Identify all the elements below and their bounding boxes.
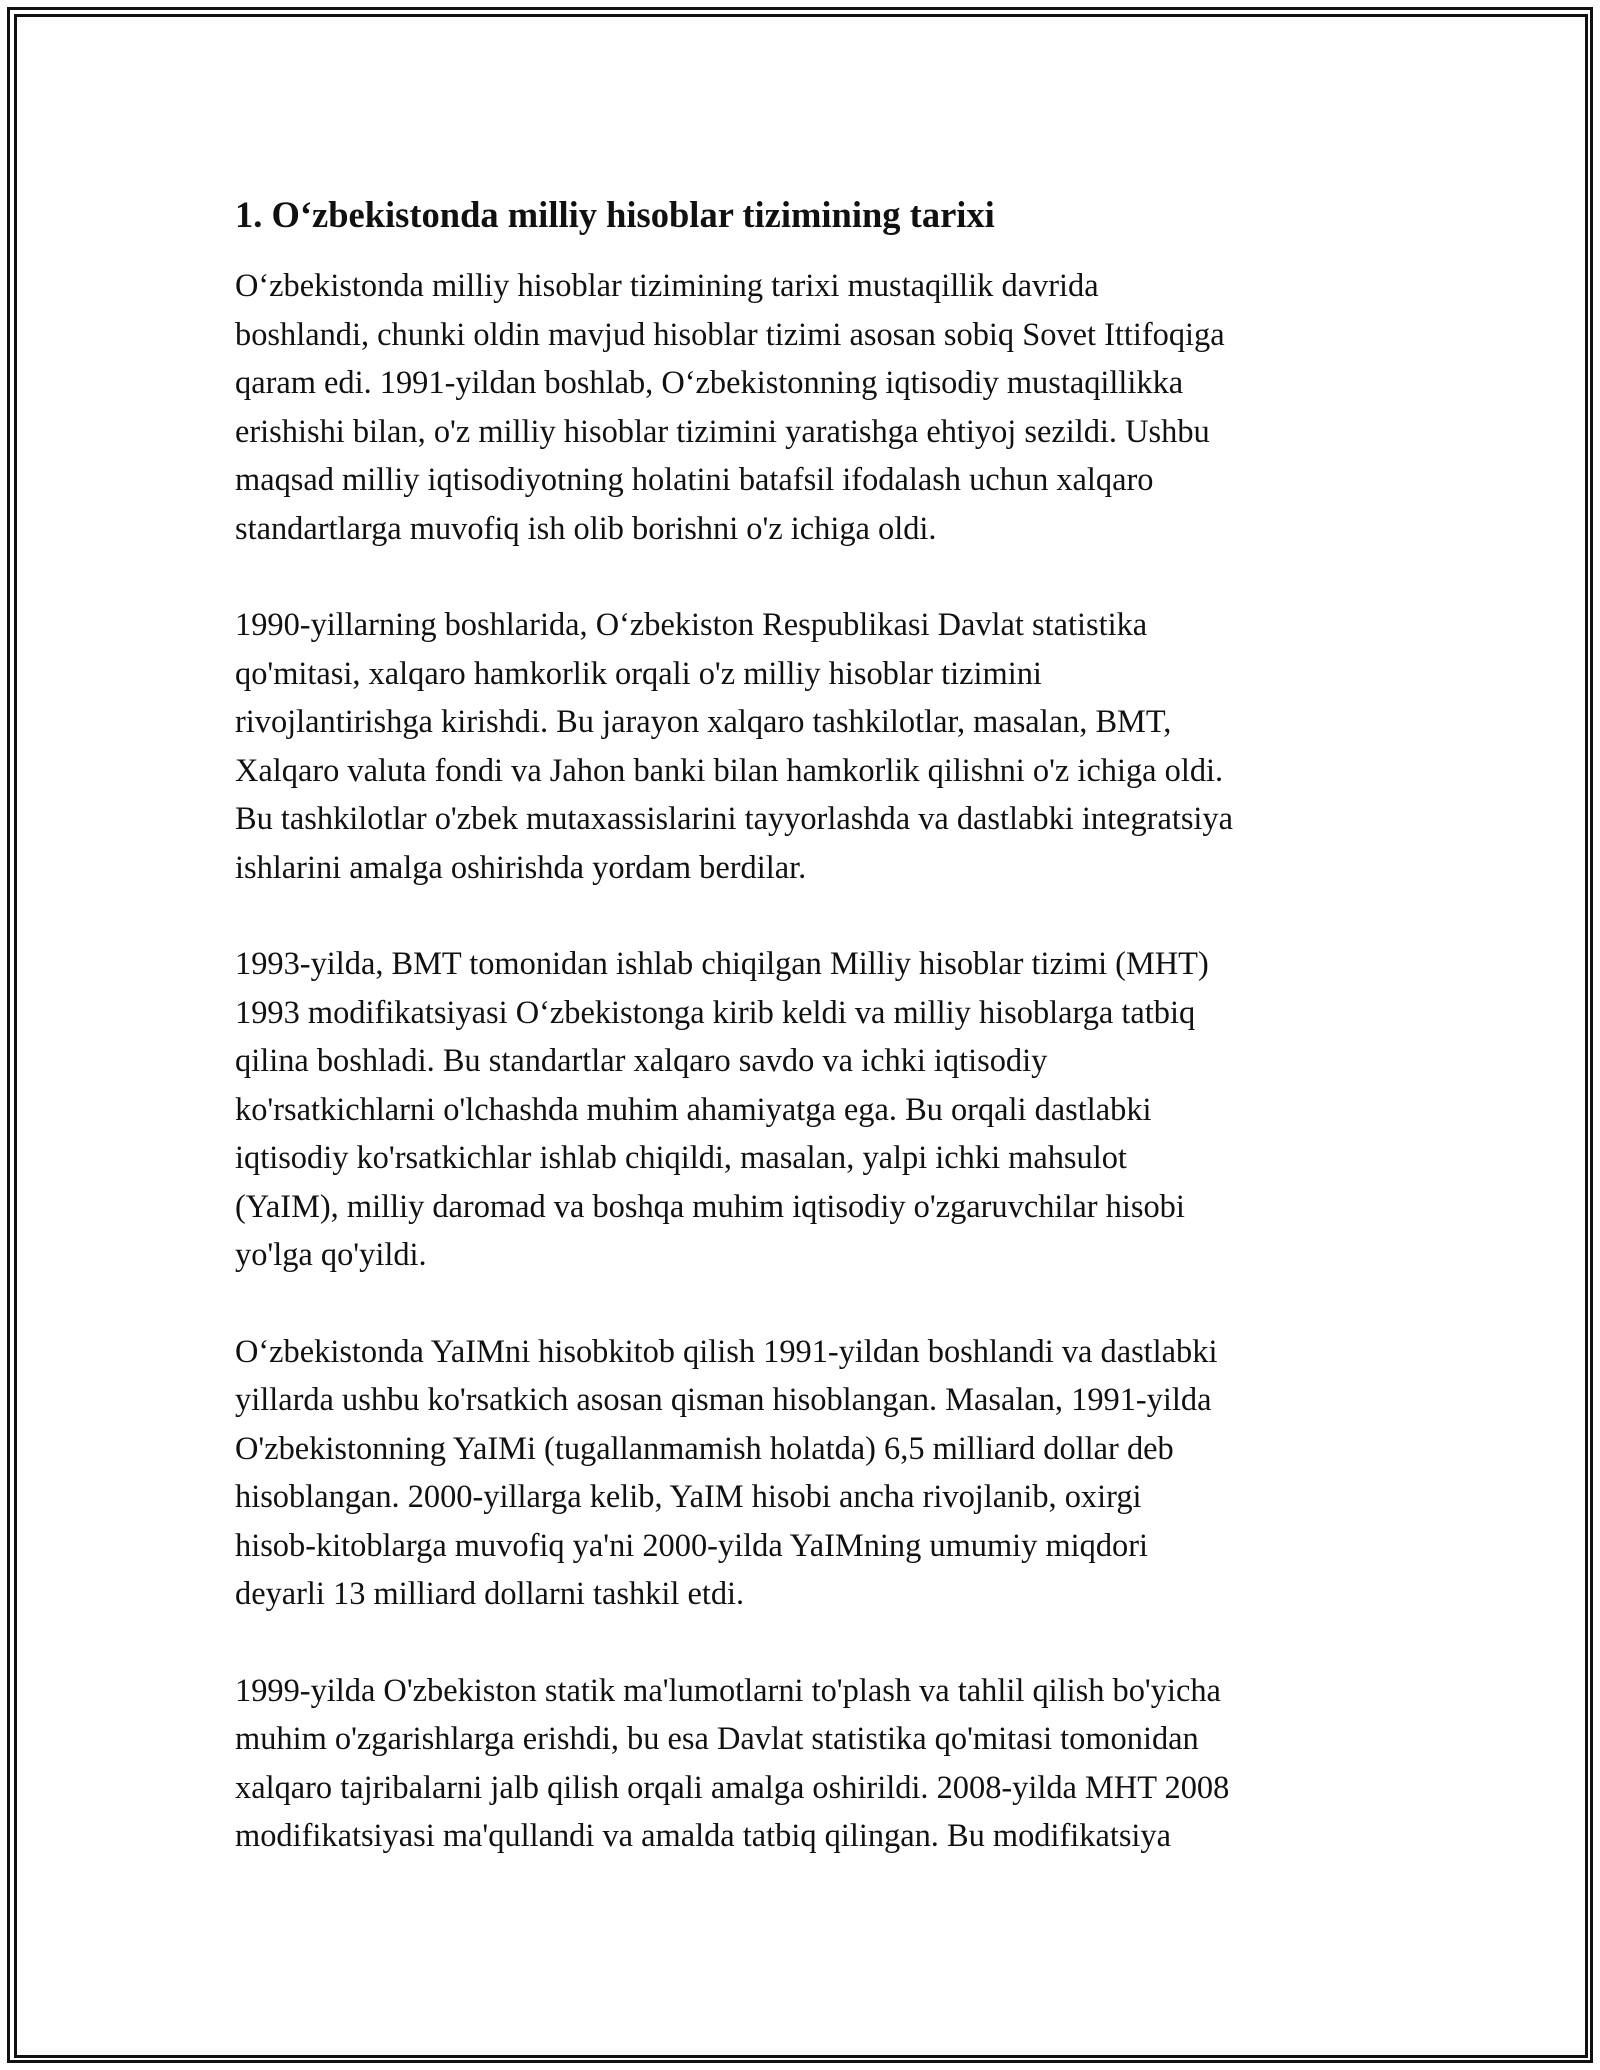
paragraph-5 xyxy=(235,1667,1385,1861)
text-line: standartlarga muvofiq ish olib borishni o'z ichiga oldi. xyxy=(235,510,937,547)
text-line: (YaIM), milliy daromad va boshqa muhim iqtisodiy o'zgaruvchilar hisobi xyxy=(235,1188,1185,1225)
text-line: iqtisodiy ko'rsatkichlar ishlab chiqildi, masalan, yalpi ichki mahsulot xyxy=(235,1140,1127,1176)
document-body xyxy=(235,190,1385,1909)
paragraph-4 xyxy=(235,1328,1385,1619)
paragraph-3 xyxy=(235,940,1385,1280)
text-line: 1999-yilda O'zbekiston statik ma'lumotlarni to'plash va tahlil qilish bo'yicha xyxy=(235,1672,1221,1709)
text-line: Xalqaro valuta fondi va Jahon banki bilan hamkorlik qilishni o'z ichiga oldi. xyxy=(235,752,1224,789)
text-line: O‘zbekistonda milliy hisoblar tizimining tarixi mustaqillik davrida xyxy=(235,268,1099,304)
text-line: qo'mitasi, xalqaro hamkorlik orqali o'z milliy hisoblar tizimini xyxy=(235,655,1042,692)
text-line: boshlandi, chunki oldin mavjud hisoblar tizimi asosan sobiq Sovet Ittifoqiga xyxy=(235,316,1225,353)
text-line: ko'rsatkichlarni o'lchashda muhim ahamiyatga ega. Bu orqali dastlabki xyxy=(235,1091,1152,1128)
paragraph-2 xyxy=(235,601,1385,892)
paragraph-1 xyxy=(235,262,1385,553)
text-line: rivojlantirishga kirishdi. Bu jarayon xalqaro tashkilotlar, masalan, BMT, xyxy=(235,704,1172,740)
text-line: qaram edi. 1991-yildan boshlab, O‘zbekistonning iqtisodiy mustaqillikka xyxy=(235,365,1184,401)
text-line: 1993 modifikatsiyasi O‘zbekistonga kirib keldi va milliy hisoblarga tatbiq xyxy=(235,994,1196,1031)
text-line: Bu tashkilotlar o'zbek mutaxassislarini tayyorlashda va dastlabki integratsiya xyxy=(235,801,1234,837)
text-line: 1993-yilda, BMT tomonidan ishlab chiqilgan Milliy hisoblar tizimi (MHT) xyxy=(235,946,1209,982)
text-line: deyarli 13 milliard dollarni tashkil etdi. xyxy=(235,1576,745,1612)
text-line: yo'lga qo'yildi. xyxy=(235,1237,427,1273)
text-line: yillarda ushbu ko'rsatkich asosan qisman hisoblangan. Masalan, 1991-yilda xyxy=(235,1382,1212,1418)
text-line: O‘zbekistonda YaIMni hisobkitob qilish 1991-yildan boshlandi va dastlabki xyxy=(235,1333,1218,1370)
text-line: qilina boshladi. Bu standartlar xalqaro savdo va ichki iqtisodiy xyxy=(235,1043,1048,1079)
text-line: xalqaro tajribalarni jalb qilish orqali amalga oshirildi. 2008-yilda MHT 2008 xyxy=(235,1769,1230,1806)
text-line: ishlarini amalga oshirishda yordam berdilar. xyxy=(235,849,807,886)
text-line: modifikatsiyasi ma'qullandi va amalda tatbiq qilingan. Bu modifikatsiya xyxy=(235,1818,1171,1854)
section-heading: 1. O‘zbekistonda milliy hisoblar tizimining tarixi xyxy=(235,194,995,235)
text-line: 1990-yillarning boshlarida, O‘zbekiston Respublikasi Davlat statistika xyxy=(235,607,1148,643)
text-line: hisob-kitoblarga muvofiq ya'ni 2000-yilda YaIMning umumiy miqdori xyxy=(235,1527,1149,1564)
text-line: maqsad milliy iqtisodiyotning holatini batafsil ifodalash uchun xalqaro xyxy=(235,462,1154,498)
text-line: muhim o'zgarishlarga erishdi, bu esa Davlat statistika qo'mitasi tomonidan xyxy=(235,1721,1199,1757)
text-line: erishishi bilan, o'z milliy hisoblar tizimini yaratishga ehtiyoj sezildi. Ushbu xyxy=(235,413,1210,450)
text-line: O'zbekistonning YaIMi (tugallanmamish holatda) 6,5 milliard dollar deb xyxy=(235,1430,1174,1467)
text-line: hisoblangan. 2000-yillarga kelib, YaIM hisobi ancha rivojlanib, oxirgi xyxy=(235,1479,1142,1515)
